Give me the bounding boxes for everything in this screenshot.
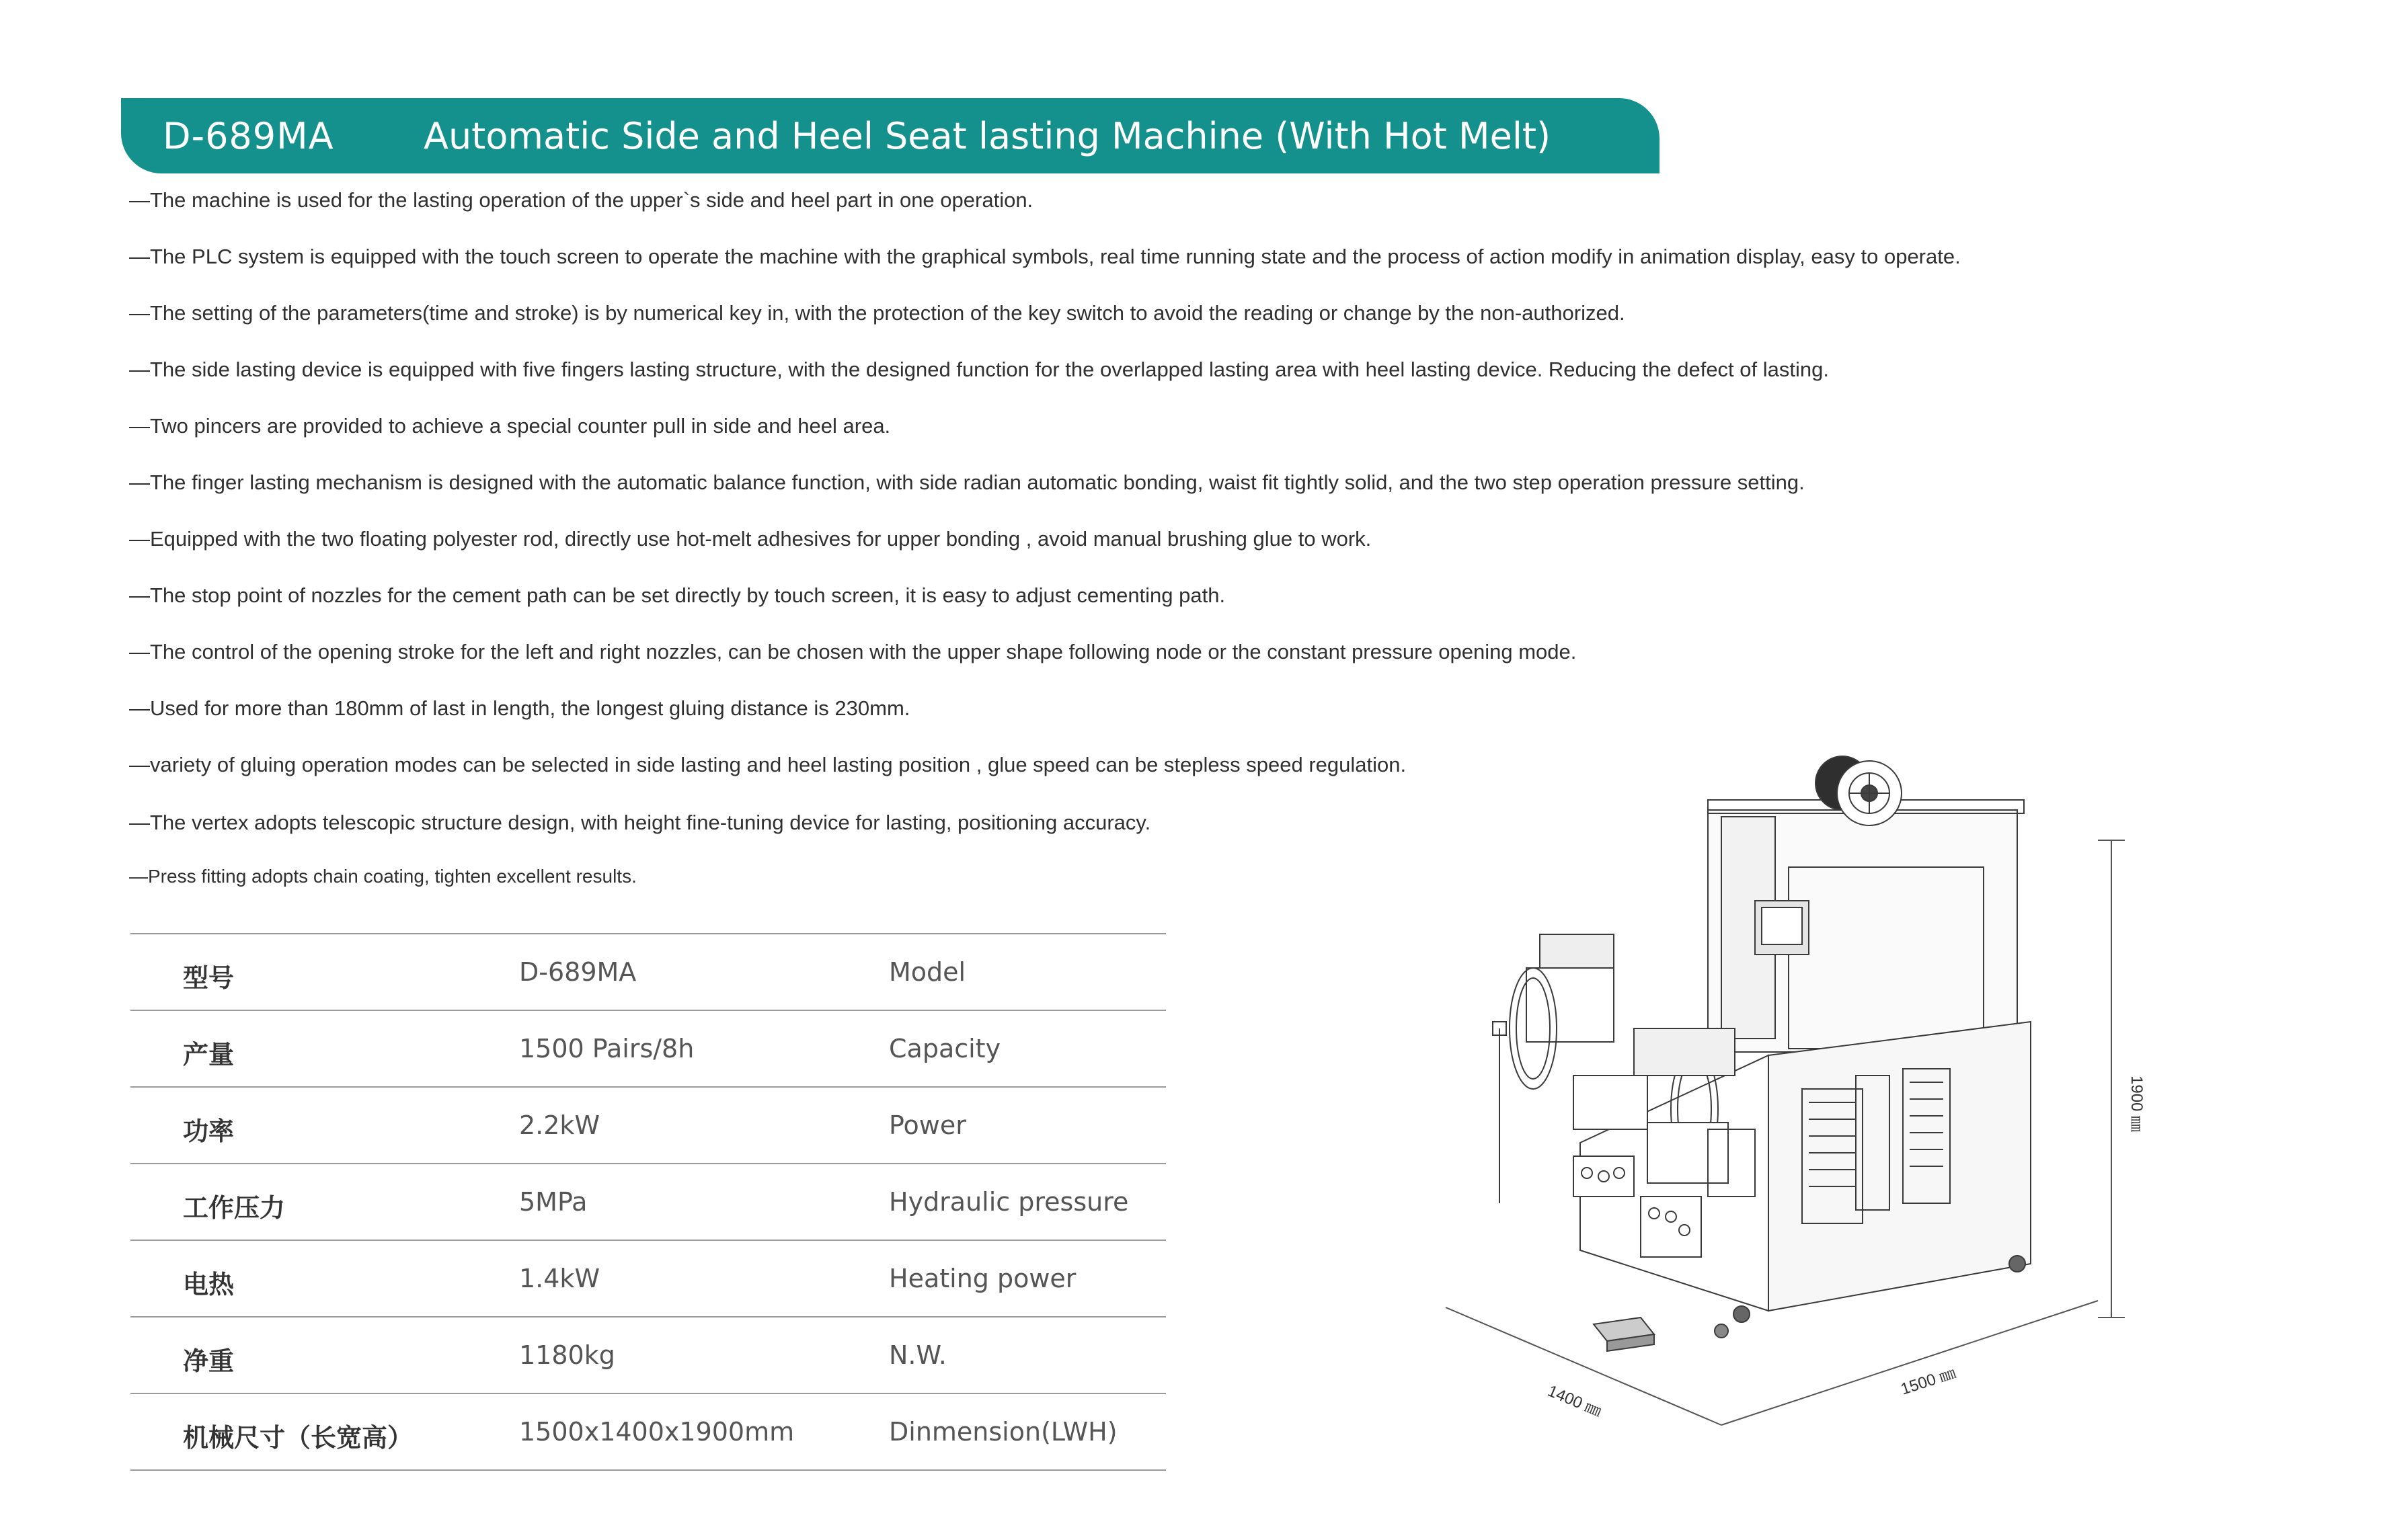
feature-item: —variety of gluing operation modes can be selected in side lasting and heel lasting position , glue speed can be stepless speed regulation. xyxy=(129,753,1407,776)
spec-label-en: N.W. xyxy=(889,1340,947,1370)
spec-label-cn: 型号 xyxy=(183,963,235,993)
spec-row-model xyxy=(130,933,1166,1010)
spec-value: 1500 Pairs/8h xyxy=(519,1034,695,1063)
spec-label-en: Model xyxy=(889,957,966,987)
foot-pedal xyxy=(1594,1318,1654,1351)
spec-value: 5MPa xyxy=(519,1187,588,1217)
spec-value: 2.2kW xyxy=(519,1110,600,1140)
feature-item: —Press fitting adopts chain coating, tighten excellent results. xyxy=(129,866,637,887)
spec-value: 1500x1400x1900mm xyxy=(519,1417,795,1447)
feature-item: —The finger lasting mechanism is designed with the automatic balance function, with side radian automatic bonding, waist fit tightly solid, and the two step operation pressure setting. xyxy=(129,471,1805,494)
feature-item: —The PLC system is equipped with the touch screen to operate the machine with the graphical symbols, real time running state and the process of action modify in animation display, easy to operate. xyxy=(129,245,1961,268)
model-code: D-689MA xyxy=(163,114,334,157)
spec-label-cn: 工作压力 xyxy=(183,1193,286,1223)
spec-label-cn: 功率 xyxy=(183,1117,235,1146)
spec-value: 1180kg xyxy=(519,1340,615,1370)
dimension-depth: 1400 ㎜ xyxy=(1545,1381,1604,1421)
spec-label-en: Capacity xyxy=(889,1034,1001,1063)
machine-illustration xyxy=(1439,739,2179,1452)
feature-item: —The machine is used for the lasting operation of the upper`s side and heel part in one operation. xyxy=(129,188,1033,212)
spec-label-cn: 净重 xyxy=(183,1346,235,1376)
spec-row-weight xyxy=(130,1316,1166,1393)
feature-item: —Two pincers are provided to achieve a special counter pull in side and heel area. xyxy=(129,414,891,438)
spec-value: 1.4kW xyxy=(519,1264,600,1293)
spec-row-dimension xyxy=(130,1393,1166,1471)
dimension-length: 1500 ㎜ xyxy=(1898,1364,1958,1399)
upper-cabinet xyxy=(1708,800,2024,1052)
feature-item: —Equipped with the two floating polyester rod, directly use hot-melt adhesives for upper bonding , avoid manual brushing glue to work. xyxy=(129,527,1372,551)
spec-label-en: Dinmension(LWH) xyxy=(889,1417,1118,1447)
spec-label-en: Power xyxy=(889,1110,966,1140)
feature-item: —The setting of the parameters(time and stroke) is by numerical key in, with the protection of the key switch to avoid the reading or change by the non-authorized. xyxy=(129,301,1625,325)
spec-label-cn: 电热 xyxy=(183,1270,235,1299)
product-title: Automatic Side and Heel Seat lasting Machine (With Hot Melt) xyxy=(424,114,1551,157)
feature-item: —The control of the opening stroke for the left and right nozzles, can be chosen with the upper shape following node or the constant pressure opening mode. xyxy=(129,640,1577,663)
spec-value: D-689MA xyxy=(519,957,637,987)
spec-label-en: Heating power xyxy=(889,1264,1077,1293)
spec-row-capacity xyxy=(130,1010,1166,1086)
feature-item: —Used for more than 180mm of last in length, the longest gluing distance is 230mm. xyxy=(129,696,910,720)
spec-row-pressure xyxy=(130,1163,1166,1240)
spec-table xyxy=(130,933,1166,1471)
title-banner xyxy=(121,98,1659,173)
spec-row-power xyxy=(130,1086,1166,1163)
spec-label-en: Hydraulic pressure xyxy=(889,1187,1129,1217)
feature-item: —The stop point of nozzles for the cement path can be set directly by touch screen, it is easy to adjust cementing path. xyxy=(129,583,1226,607)
feature-item: —The side lasting device is equipped with five fingers lasting structure, with the designed function for the overlapped lasting area with heel lasting device. Reducing the defect of lasting. xyxy=(129,358,1829,381)
spec-label-cn: 机械尺寸（长宽高） xyxy=(183,1423,414,1453)
spec-row-heating xyxy=(130,1240,1166,1316)
spec-label-cn: 产量 xyxy=(183,1040,235,1069)
feature-item: —The vertex adopts telescopic structure design, with height fine-tuning device for lasting, positioning accuracy. xyxy=(129,811,1151,834)
dimension-height: 1900 ㎜ xyxy=(2127,1076,2146,1133)
